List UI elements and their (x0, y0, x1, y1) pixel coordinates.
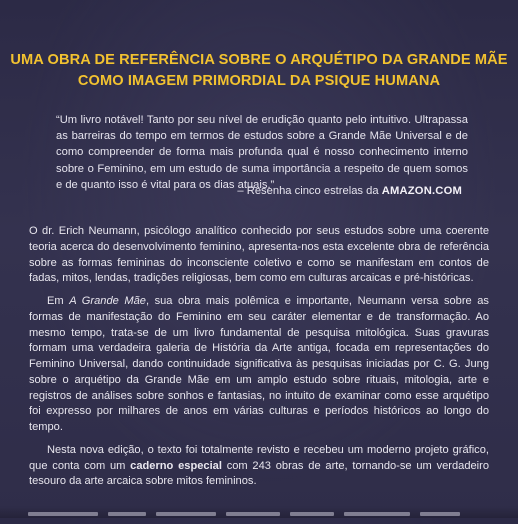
headline-line-1: UMA OBRA DE REFERÊNCIA SOBRE O ARQUÉTIPO DA GRANDE MÃE (10, 52, 508, 68)
headline-line-2: COMO IMAGEM PRIMORDIAL DA PSIQUE HUMANA (77, 73, 441, 89)
attribution-prefix: – Resenha cinco estrelas da (237, 185, 379, 197)
synopsis (29, 224, 489, 497)
attribution-source: AMAZON.COM (381, 185, 462, 197)
p2-lead: Em (47, 295, 70, 307)
review-attribution (237, 183, 462, 199)
review-quote: “Um livro notável! Tanto por seu nível de erudição quanto pelo intuitivo. Ultrapassa as barreiras do tempo em termos de estudos sobre a Grande Mãe Universal e de como compreender de forma mais profunda qual é nosso conhecimento interno sobre o Feminino, em um estudo de suma importância a respeito de quem somos e de quanto isso é vital para os dias atuais.” (56, 114, 468, 191)
synopsis-paragraph-3 (29, 443, 489, 490)
special-section-highlight: caderno especial (130, 459, 222, 472)
synopsis-paragraph-2 (29, 294, 489, 436)
p3-lead: Nesta nova edição, o texto foi totalmente revisto e recebeu um moderno projeto gráfico, que conta com um (29, 443, 489, 472)
synopsis-paragraph-1: O dr. Erich Neumann, psicólogo analítico conhecido por seus estudos sobre uma coerente teoria acerca do desenvolvimento feminino, apresenta-nos esta excelente obra de referência sobre as formas femininas do inconsciente coletivo e como se manifestam em contos de fadas, mitos, lendas, tradições religiosas, bem como em culturas arcaicas e pré-históricas. (29, 225, 489, 285)
cover-headline (0, 50, 518, 92)
book-title: A Grande Mãe (69, 295, 146, 307)
cropped-footer-text (28, 512, 498, 524)
p2-rest: , sua obra mais polêmica e importante, Neumann versa sobre as formas de manifestação do Feminino em seu caráter elementar e de transformação. Ao mesmo tempo, trata-se de um livro fundamental de pesquisa mitológica. Suas gravuras formam uma verdadeira galeria de História da Arte antiga, focada em representações do Feminino Universal, dando continuidade significativa às pesquisas iniciadas por C. G. Jung sobre o arquétipo da Grande Mãe em um amplo estudo sobre rituais, mitologia, arte e registros de análises sobre sonhos e fantasias, no intuito de examinar como esse arquétipo foi expresso por milhares de anos em várias culturas e períodos históricos ao longo do tempo. (29, 295, 489, 433)
p3-rest: com 243 obras de arte, tornando-se um verdadeiro tesouro da arte arcaica sobre mitos femininos. (29, 459, 489, 488)
